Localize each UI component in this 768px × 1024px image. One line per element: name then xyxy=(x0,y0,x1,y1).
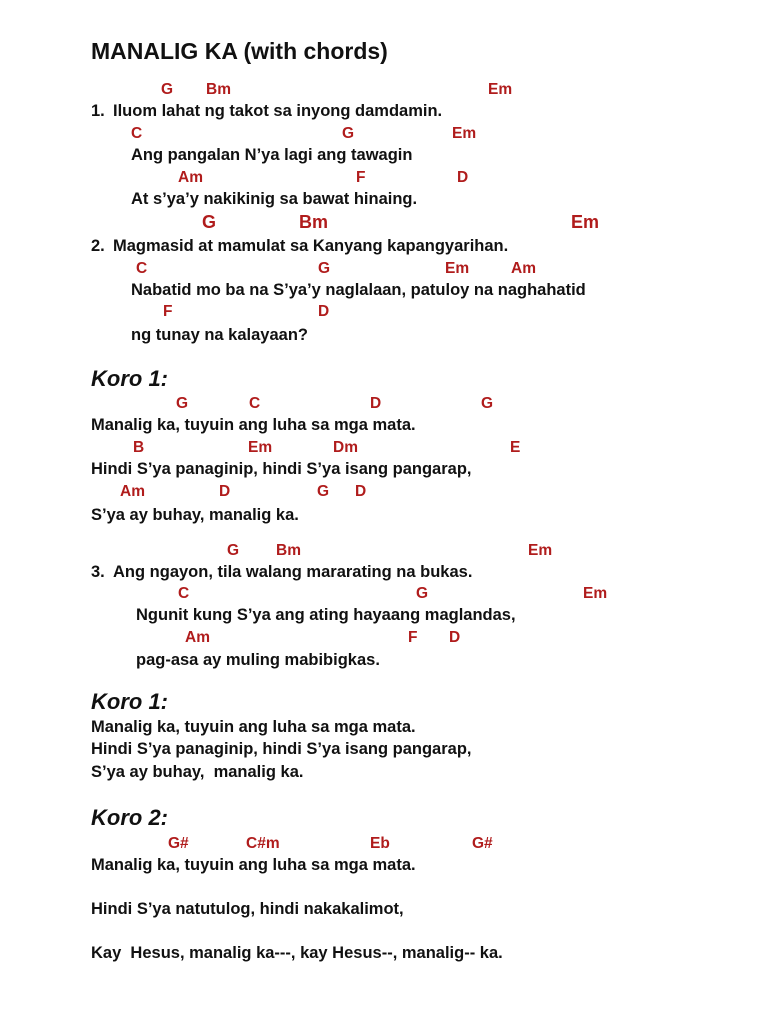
lyric-line: Hindi S’ya panaginip, hindi S’ya isang pangarap, xyxy=(91,740,472,758)
chord: C xyxy=(131,125,143,142)
chord: C#m xyxy=(246,835,280,852)
chord: Bm xyxy=(276,542,301,559)
chord: Am xyxy=(178,169,203,186)
chord: Em xyxy=(488,81,513,98)
chord: D xyxy=(370,395,382,412)
lyric-line: Ang ngayon, tila walang mararating na bukas. xyxy=(113,563,473,581)
chord: Em xyxy=(445,260,470,277)
chord: G# xyxy=(472,835,493,852)
chord: C xyxy=(249,395,261,412)
chord: D xyxy=(449,629,461,646)
song-title: MANALIG KA (with chords) xyxy=(91,38,388,64)
chord: F xyxy=(356,169,366,186)
lyric-line: Hindi S’ya panaginip, hindi S’ya isang pangarap, xyxy=(91,460,472,478)
lyric-line: S’ya ay buhay, manalig ka. xyxy=(91,506,299,524)
chord: Em xyxy=(528,542,553,559)
chord: G xyxy=(481,395,494,412)
chord: D xyxy=(355,483,367,500)
verse-number: 3. xyxy=(91,563,105,581)
lyric-line: Ngunit kung S’ya ang ating hayaang maglandas, xyxy=(136,606,516,624)
lyric-line: At s’ya’y nakikinig sa bawat hinaing. xyxy=(131,190,418,208)
chord: Em xyxy=(248,439,273,456)
chord: G xyxy=(161,81,174,98)
chord: F xyxy=(163,303,173,320)
verse-number: 1. xyxy=(91,102,105,120)
chord: D xyxy=(219,483,231,500)
chord: Em xyxy=(583,585,608,602)
chord: Bm xyxy=(299,212,329,232)
section-heading: Koro 1: xyxy=(91,366,168,391)
chord: E xyxy=(510,439,521,456)
chord: G xyxy=(176,395,189,412)
chord: D xyxy=(318,303,330,320)
chord: G xyxy=(227,542,240,559)
lyric-line: Ang pangalan N’ya lagi ang tawagin xyxy=(131,146,413,164)
chord: G xyxy=(318,260,331,277)
chord: D xyxy=(457,169,469,186)
chord: Em xyxy=(571,212,600,232)
chord: Am xyxy=(511,260,536,277)
verse-number: 2. xyxy=(91,237,105,255)
chord: G xyxy=(416,585,429,602)
lyric-line: pag-asa ay muling mabibigkas. xyxy=(136,651,380,669)
chord: Dm xyxy=(333,439,358,456)
lyric-line: Manalig ka, tuyuin ang luha sa mga mata. xyxy=(91,718,416,736)
lyric-line: Kay Hesus, manalig ka---, kay Hesus--, manalig-- ka. xyxy=(91,944,503,962)
chord: G xyxy=(317,483,330,500)
chord: Eb xyxy=(370,835,390,852)
chord: Em xyxy=(452,125,477,142)
chord: C xyxy=(136,260,148,277)
lyric-line: Hindi S’ya natutulog, hindi nakakalimot, xyxy=(91,900,404,918)
section-heading: Koro 1: xyxy=(91,689,168,714)
lyric-line: Manalig ka, tuyuin ang luha sa mga mata. xyxy=(91,416,416,434)
lyric-line: ng tunay na kalayaan? xyxy=(131,326,308,344)
lyric-line: S’ya ay buhay, manalig ka. xyxy=(91,763,304,781)
chord: C xyxy=(178,585,190,602)
lyric-line: Magmasid at mamulat sa Kanyang kapangyarihan. xyxy=(113,237,509,255)
chord: G xyxy=(342,125,355,142)
lyric-line: Iluom lahat ng takot sa inyong damdamin. xyxy=(113,102,443,120)
chord: Am xyxy=(185,629,210,646)
chord: Am xyxy=(120,483,145,500)
chord: G xyxy=(202,212,217,232)
chord: Bm xyxy=(206,81,231,98)
chord: B xyxy=(133,439,145,456)
section-heading: Koro 2: xyxy=(91,805,168,830)
chord: G# xyxy=(168,835,189,852)
lyric-line: Manalig ka, tuyuin ang luha sa mga mata. xyxy=(91,856,416,874)
chord: F xyxy=(408,629,418,646)
lyric-line: Nabatid mo ba na S’ya’y naglalaan, patuloy na naghahatid xyxy=(131,281,586,299)
